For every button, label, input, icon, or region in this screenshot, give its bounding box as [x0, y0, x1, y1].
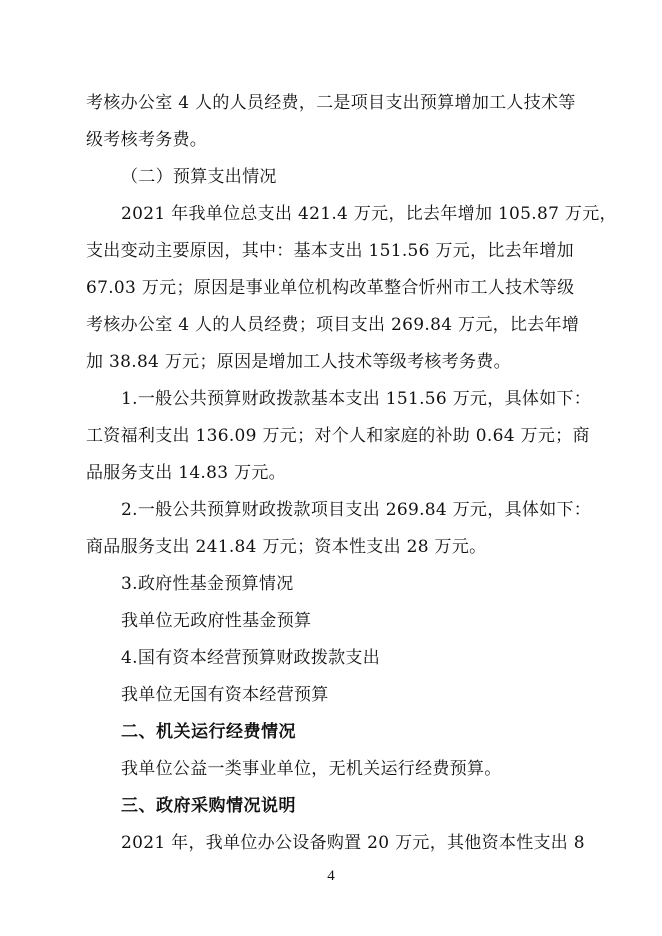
paragraph-line: 2.一般公共预算财政拨款项目支出 269.84 万元，具体如下： — [121, 500, 592, 520]
paragraph-line: 67.03 万元；原因是事业单位机构改革整合忻州市工人技术等级 — [86, 278, 575, 298]
paragraph-line: 考核办公室 4 人的人员经费，二是项目支出预算增加工人技术等 — [86, 93, 576, 113]
section-heading: 三、政府采购情况说明 — [121, 796, 296, 816]
paragraph-line: 2021 年我单位总支出 421.4 万元，比去年增加 105.87 万元， — [121, 204, 617, 224]
paragraph-line: 加 38.84 万元；原因是增加工人技术等级考核考务费。 — [86, 352, 511, 372]
section-subheading: （二）预算支出情况 — [121, 167, 277, 187]
paragraph-line: 商品服务支出 241.84 万元；资本性支出 28 万元。 — [86, 537, 487, 557]
section-heading: 二、机关运行经费情况 — [121, 722, 296, 742]
paragraph-line: 级考核考务费。 — [86, 130, 208, 150]
paragraph-line: 2021 年，我单位办公设备购置 20 万元，其他资本性支出 8 — [121, 833, 585, 853]
paragraph-line: 考核办公室 4 人的人员经费；项目支出 269.84 万元，比去年增 — [86, 315, 580, 335]
paragraph-line: 工资福利支出 136.09 万元；对个人和家庭的补助 0.64 万元；商 — [86, 426, 590, 446]
paragraph-line: 3.政府性基金预算情况 — [121, 574, 294, 594]
page-number: 4 — [327, 868, 335, 884]
paragraph-line: 4.国有资本经营预算财政拨款支出 — [121, 648, 381, 668]
paragraph-line: 我单位无国有资本经营预算 — [121, 685, 329, 705]
paragraph-line: 1.一般公共预算财政拨款基本支出 151.56 万元，具体如下： — [121, 389, 592, 409]
paragraph-line: 我单位无政府性基金预算 — [121, 611, 312, 631]
paragraph-line: 品服务支出 14.83 万元。 — [86, 463, 286, 483]
paragraph-line: 我单位公益一类事业单位，无机关运行经费预算。 — [121, 759, 502, 779]
paragraph-line: 支出变动主要原因，其中：基本支出 151.56 万元，比去年增加 — [86, 241, 574, 261]
